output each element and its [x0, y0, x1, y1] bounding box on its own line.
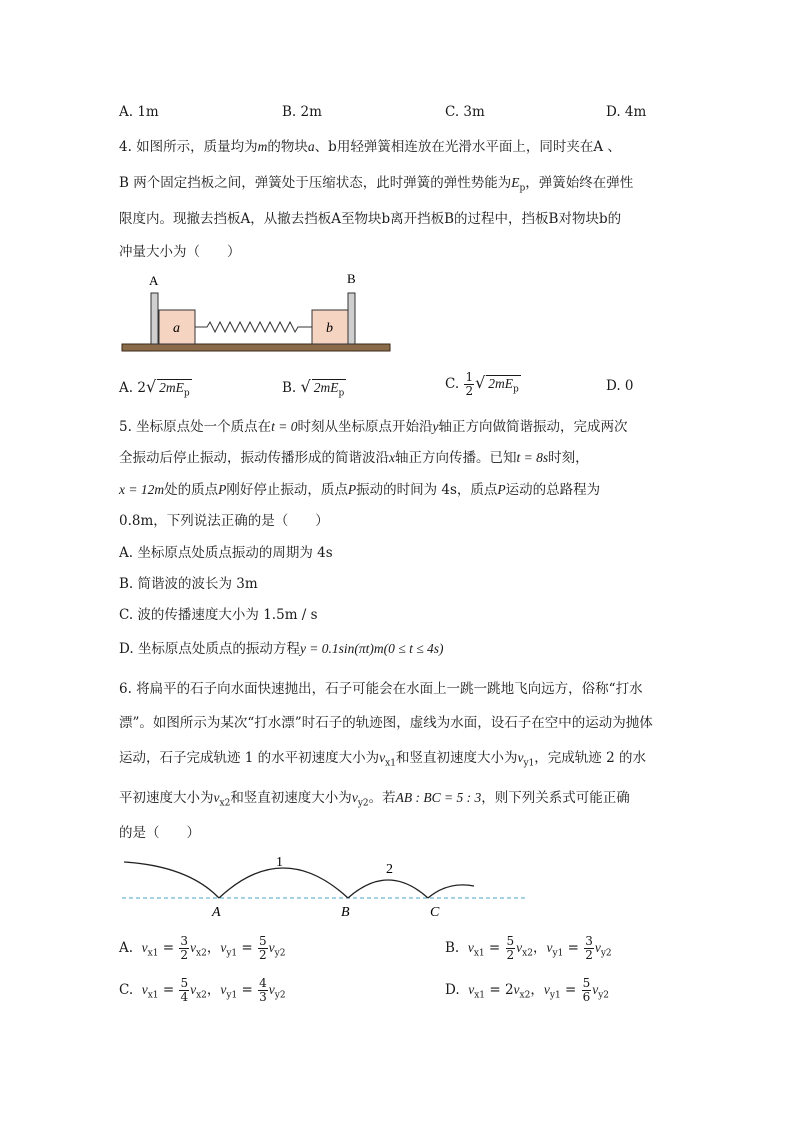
q6-line-3: 运动，石子完成轨迹 1 的水平初速度大小为$v_{x1}$和竖直初速度大小为$v_{y1}$，完成轨迹 2 的水 [119, 750, 646, 769]
q4-line-1: 4. 如图所示，质量均为m的物块a、b用轻弹簧相连放在光滑水平面上，同时夹在A 、 [119, 139, 621, 155]
q6-option-c: C. $v_{x1}$ = $\frac{5}{4}$ $v_{x2}$，$v_{y1}$ = $\frac{4}{3}$ $v_{y2}$ [119, 976, 286, 1004]
q3-option-a: A. 1m [119, 104, 159, 120]
q5-option-b: B. 简谐波的波长为 3m [119, 576, 258, 592]
q4-option-d: D. 0 [606, 378, 634, 394]
q5-option-a: A. 坐标原点处质点振动的周期为 4s [119, 545, 333, 561]
q5-option-c: C. 波的传播速度大小为 1.5m / s [119, 607, 318, 623]
label-plate-b: B [347, 271, 356, 286]
label-point-b: B [341, 905, 350, 920]
label-point-a: A [212, 905, 221, 920]
q3-option-c: C. 3m [445, 104, 485, 120]
q6-option-d: D. $v_{x1} = 2v_{x2}$，$v_{y1}$ = $\frac{5}{6}$ $v_{y2}$ [445, 976, 610, 1004]
trajectory-1 [219, 868, 348, 898]
q5-option-d: D. 坐标原点处质点的振动方程y = 0.1sin(πt)m(0 ≤ t ≤ 4s) [119, 641, 444, 657]
q6-line-5: 的是（ ） [119, 825, 200, 841]
trajectory-2 [348, 880, 428, 898]
q4-option-c: C. $\frac{1}{2}$ √ $2mE_p$ [445, 370, 519, 398]
q5-line-1: 5. 坐标原点处一个质点在t = 0时刻从坐标原点开始沿y轴正方向做简谐振动，完成两次 [119, 419, 628, 435]
label-plate-a: A [149, 273, 159, 288]
q4-line-3: 限度内。现撤去挡板A，从撤去挡板A至物块b离开挡板B的过程中，挡板B对物块b的 [119, 211, 622, 227]
ground-surface [122, 344, 390, 351]
plate-a [151, 293, 158, 344]
q4-line-2: B 两个固定挡板之间，弹簧处于压缩状态，此时弹簧的弹性势能为$E_p$，弹簧始终在弹性 [119, 175, 634, 194]
q6-line-4: 平初速度大小为$v_{x2}$和竖直初速度大小为$v_{y2}$。若AB : BC = 5 : 3，则下列关系式可能正确 [119, 790, 630, 809]
q6-line-2: 漂”。如图所示为某次“打水漂”时石子的轨迹图，虚线为水面，设石子在空中的运动为抛体 [119, 715, 653, 731]
q4-option-b: B. √ $2mE_p$ [282, 377, 345, 399]
plate-b [348, 293, 355, 344]
q4-line-4: 冲量大小为（ ） [119, 244, 241, 260]
q6-option-b: B. $v_{x1}$ = $\frac{5}{2}$ $v_{x2}$，$v_{y1}$ = $\frac{3}{2}$ $v_{y2}$ [445, 934, 612, 962]
q4-spring-figure [115, 268, 400, 358]
q3-option-b: B. 2m [282, 104, 322, 120]
incoming-trajectory [124, 862, 219, 898]
q3-option-d: D. 4m [606, 104, 647, 120]
q5-line-3: x = 12m处的质点P刚好停止振动，质点P振动的时间为 4s，质点P运动的总路程为 [119, 482, 601, 498]
spring [195, 322, 312, 332]
label-trajectory-2: 2 [386, 862, 393, 877]
label-trajectory-1: 1 [276, 855, 283, 870]
label-block-b: b [326, 321, 333, 336]
q5-line-2: 全振动后停止振动，振动传播形成的简谐波沿x轴正方向传播。已知t = 8s时刻， [119, 450, 589, 466]
label-block-a: a [173, 321, 180, 336]
q6-trajectory-figure [118, 848, 538, 923]
q5-line-4: 0.8m，下列说法正确的是（ ） [119, 513, 329, 529]
q6-option-a: A. $v_{x1}$ = $\frac{3}{2}$ $v_{x2}$，$v_{y1}$ = $\frac{5}{2}$ $v_{y2}$ [119, 934, 286, 962]
q4-option-a: A. 2√ $2mE_p$ [119, 377, 190, 399]
label-point-c: C [430, 905, 440, 920]
q6-line-1: 6. 将扁平的石子向水面快速抛出，石子可能会在水面上一跳一跳地飞向远方，俗称“打水 [119, 681, 643, 697]
trajectory-3 [428, 885, 474, 898]
